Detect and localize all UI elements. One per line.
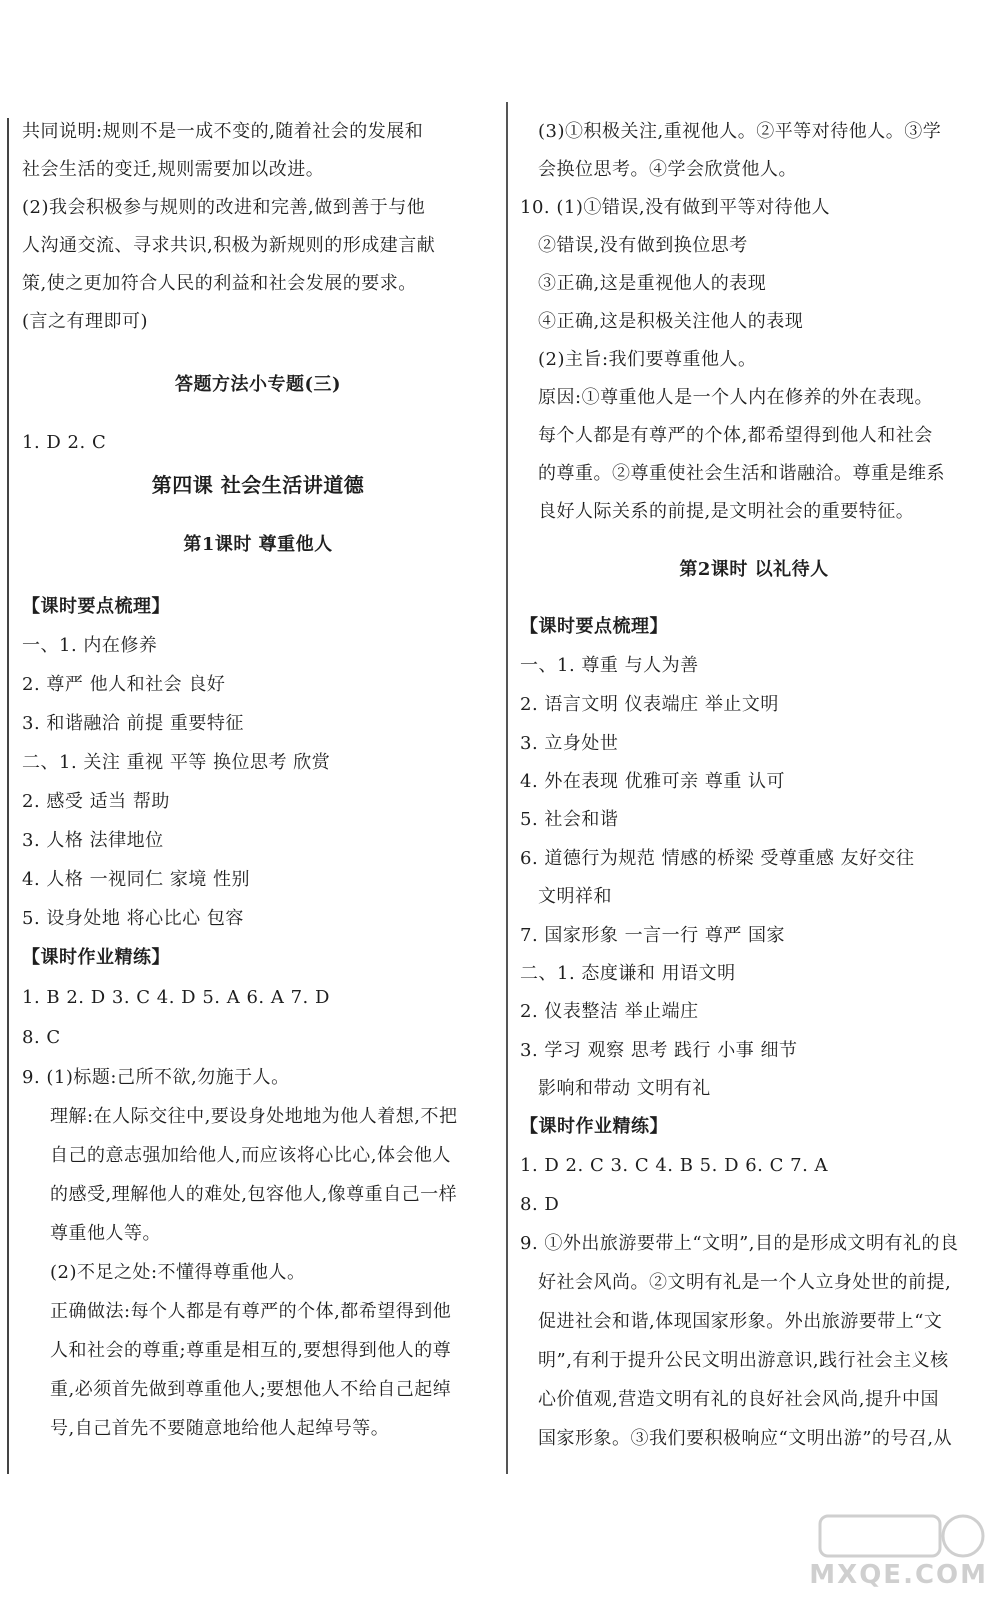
right-text-line: 原因:①尊重他人是一个人内在修养的外在表现。 — [538, 387, 934, 408]
key-point-line: 文明祥和 — [538, 886, 612, 907]
answer-line: 重,必须首先做到尊重他人;要想他人不给自己起绰 — [50, 1379, 452, 1400]
key-point-line: 5. 设身处地 将心比心 包容 — [22, 908, 244, 929]
answer-line: 心价值观,营造文明有礼的良好社会风尚,提升中国 — [538, 1389, 939, 1410]
answer-line: 自己的意志强加给他人,而应该将心比心,体会他人 — [50, 1145, 451, 1166]
answer-line: 1. B 2. D 3. C 4. D 5. A 6. A 7. D — [22, 987, 330, 1008]
period-title: 第1课时 尊重他人 — [183, 534, 333, 555]
key-point-line: 一、1. 内在修养 — [22, 635, 158, 656]
lesson-title: 第四课 社会生活讲道德 — [151, 473, 365, 497]
section-header-exercises: 【课时作业精练】 — [520, 1116, 668, 1137]
key-point-line: 3. 人格 法律地位 — [22, 830, 164, 851]
watermark-logo-icon — [818, 1512, 988, 1562]
answer-line: 尊重他人等。 — [50, 1223, 161, 1244]
answer-line: 8. C — [22, 1027, 61, 1048]
key-point-line: 一、1. 尊重 与人为善 — [520, 655, 699, 676]
key-point-line: 6. 道德行为规范 情感的桥梁 受尊重感 友好交往 — [520, 848, 915, 869]
period-title: 第2课时 以礼待人 — [679, 559, 829, 580]
left-margin-rule — [7, 118, 9, 1474]
section-header-key-points: 【课时要点梳理】 — [520, 616, 668, 637]
right-text-line: 会换位思考。④学会欣赏他人。 — [538, 159, 797, 180]
special-topic-answers: 1. D 2. C — [22, 432, 107, 453]
column-divider — [506, 102, 508, 1474]
answer-line: 明”,有利于提升公民文明出游意识,践行社会主义核 — [538, 1350, 949, 1371]
right-text-line: 每个人都是有尊严的个体,都希望得到他人和社会 — [538, 425, 933, 446]
left-text-line: 人沟通交流、寻求共识,积极为新规则的形成建言献 — [22, 235, 436, 256]
key-point-line: 4. 外在表现 优雅可亲 尊重 认可 — [520, 771, 786, 792]
answer-line: 促进社会和谐,体现国家形象。外出旅游要带上“文 — [538, 1311, 943, 1332]
answer-line: 人和社会的尊重;尊重是相互的,要想得到他人的尊 — [50, 1340, 452, 1361]
right-text-line: 10. (1)①错误,没有做到平等对待他人 — [520, 197, 831, 218]
answer-line: 理解:在人际交往中,要设身处地地为他人着想,不把 — [50, 1106, 458, 1127]
key-point-line: 5. 社会和谐 — [520, 809, 619, 830]
key-point-line: 4. 人格 一视同仁 家境 性别 — [22, 869, 251, 890]
key-point-line: 3. 立身处世 — [520, 733, 619, 754]
answer-line: 号,自己首先不要随意地给他人起绰号等。 — [50, 1418, 390, 1439]
key-point-line: 影响和带动 文明有礼 — [538, 1078, 711, 1099]
answer-line: 9. ①外出旅游要带上“文明”,目的是形成文明有礼的良 — [520, 1233, 959, 1254]
key-point-line: 3. 学习 观察 思考 践行 小事 细节 — [520, 1040, 798, 1061]
left-text-line: (2)我会积极参与规则的改进和完善,做到善于与他 — [22, 197, 426, 218]
answer-line: (2)不足之处:不懂得尊重他人。 — [50, 1262, 306, 1283]
watermark-logo — [809, 1512, 988, 1594]
left-text-line: 策,使之更加符合人民的利益和社会发展的要求。 — [22, 273, 417, 294]
watermark-text: MXQE.COM — [809, 1560, 988, 1590]
section-header-exercises: 【课时作业精练】 — [22, 947, 170, 968]
key-point-line: 2. 仪表整洁 举止端庄 — [520, 1001, 699, 1022]
answer-line: 9. (1)标题:己所不欲,勿施于人。 — [22, 1067, 290, 1088]
right-text-line: ②错误,没有做到换位思考 — [538, 235, 748, 256]
answer-line: 的感受,理解他人的难处,包容他人,像尊重自己一样 — [50, 1184, 458, 1205]
answer-line: 正确做法:每个人都是有尊严的个体,都希望得到他 — [50, 1301, 452, 1322]
right-text-line: (3)①积极关注,重视他人。②平等对待他人。③学 — [538, 121, 942, 142]
key-point-line: 2. 语言文明 仪表端庄 举止文明 — [520, 694, 779, 715]
right-text-line: ③正确,这是重视他人的表现 — [538, 273, 767, 294]
left-text-line: (言之有理即可) — [22, 311, 149, 332]
answer-line: 8. D — [520, 1194, 560, 1215]
key-point-line: 2. 尊严 他人和社会 良好 — [22, 674, 226, 695]
key-point-line: 二、1. 态度谦和 用语文明 — [520, 963, 736, 984]
special-topic-title: 答题方法小专题(三) — [174, 374, 342, 395]
answer-line: 国家形象。③我们要积极响应“文明出游”的号召,从 — [538, 1428, 953, 1449]
answer-line: 1. D 2. C 3. C 4. B 5. D 6. C 7. A — [520, 1155, 829, 1176]
key-point-line: 7. 国家形象 一言一行 尊严 国家 — [520, 925, 786, 946]
right-text-line: 良好人际关系的前提,是文明社会的重要特征。 — [538, 501, 915, 522]
key-point-line: 2. 感受 适当 帮助 — [22, 791, 170, 812]
left-text-line: 共同说明:规则不是一成不变的,随着社会的发展和 — [22, 121, 424, 142]
answer-line: 好社会风尚。②文明有礼是一个人立身处世的前提, — [538, 1272, 952, 1293]
right-text-line: 的尊重。②尊重使社会生活和谐融洽。尊重是维系 — [538, 463, 945, 484]
key-point-line: 3. 和谐融洽 前提 重要特征 — [22, 713, 244, 734]
right-text-line: (2)主旨:我们要尊重他人。 — [538, 349, 757, 370]
key-point-line: 二、1. 关注 重视 平等 换位思考 欣赏 — [22, 752, 331, 773]
section-header-key-points: 【课时要点梳理】 — [22, 596, 170, 617]
right-text-line: ④正确,这是积极关注他人的表现 — [538, 311, 804, 332]
left-text-line: 社会生活的变迁,规则需要加以改进。 — [22, 159, 325, 180]
